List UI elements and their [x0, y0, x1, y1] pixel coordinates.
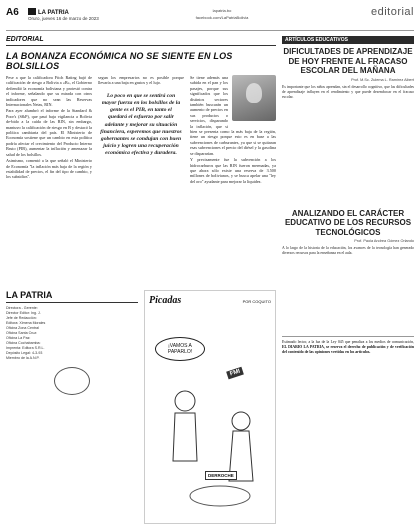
imprint-line: Oficina Zona Central	[6, 326, 39, 330]
section-bar: ARTÍCULOS EDUCATIVOS	[282, 36, 414, 44]
page-number: A6	[6, 7, 19, 18]
speech-bubble: ¡VAMOS A PAPARLO!	[155, 337, 205, 361]
notice-text: Estimado lector, a la luz de la Ley 045 que penaliza a los medios de comunicación,	[282, 340, 414, 344]
paragraph: Es importante que los niños aprendan, sin el desarrollo cognitivo, que las dificultades de aprendizaje influyen en el rendimiento y que puede desembocar en el fracaso escolar.	[282, 84, 414, 99]
imprint-lines	[6, 306, 138, 361]
editorial-title: LA BONANZA ECONÓMICA NO SE SIENTE EN LOS BOLSILLOS	[6, 51, 233, 71]
imprint-line: Editora: Ximena Morales	[6, 321, 46, 325]
article-byline: Prof. M.Sc. Zulema L. Ramírez Albert	[351, 77, 414, 82]
article-byline: Prof. Paola Andrea Gómez Orlando	[354, 239, 414, 243]
imprint-line: Director Editor: Ing. J.	[6, 311, 41, 315]
imprint-line: Jefe de Redacción:	[6, 316, 37, 320]
editorial-article	[6, 36, 276, 282]
article-body	[282, 85, 414, 197]
imprint-line: Imprenta: Editora S.R.L.	[6, 346, 45, 350]
article-body	[282, 246, 414, 332]
paper-name: LA PATRIA	[38, 10, 69, 16]
imprint-line: Oficina Cochabamba:	[6, 341, 41, 345]
paragraph: Pese a que la calificadora Fitch Rating bajó de calificación de riesgo a Bolivia a «B», el Gobierno defiendió la economía boliviana y protestó contra el informe, señalando que su mirada con otros indicadores que no sean las Reservas Internacionales Netas, RIN.	[6, 75, 92, 108]
notice-bold: EL DIARIO LA PATRIA, se reserva el derecho de publicación y de verificación del contenido de las opiniones vertidas en los artículos.	[282, 345, 414, 354]
page-header	[6, 4, 414, 30]
fmi-label: FMI	[226, 367, 244, 380]
imprint-line: Directora - Gerente:	[6, 306, 38, 310]
editorial-columns	[6, 75, 276, 185]
cartoon-byline: POR COQUITO	[242, 299, 271, 304]
header-divider	[6, 30, 414, 31]
logo-icon	[28, 8, 36, 15]
paragraph: A lo largo de la historia de la educación, los avances de la tecnología han generado diversos recursos para la enseñanza en el aula.	[282, 246, 414, 255]
association-logo	[54, 367, 90, 395]
website-link[interactable]: lapatria.bo	[212, 8, 232, 13]
derroche-label: DERROCHE	[205, 471, 237, 480]
imprint-line: Depósito Legal: 4-3-93	[6, 351, 43, 355]
imprint-box	[6, 290, 138, 524]
paragraph: Asimismo, comentó a la que señaló el Ministerio de Economía "la inflación más baja de la región y estabilidad de precios, el fin del tipo de cambio, y los subsidios".	[6, 158, 92, 180]
right-column	[282, 36, 414, 524]
web-links	[182, 8, 262, 20]
imprint-logo: LA PATRIA	[6, 290, 138, 303]
paragraph: segun los empresarios no es posible porque llevaría a una baja en gastos y el lujo.	[98, 75, 184, 86]
paragraph: Y precisamente fue la subvención a los hidrocarburos que las RIN fueron mermadas, ya que ahora sólo existe una reserva de 3.500 millones de bolivianos, y se busca apelar una "ley del oro" ayudante para mejorar la liquidez.	[190, 157, 276, 184]
cartoon-drawing	[145, 291, 275, 523]
author-photo	[232, 75, 276, 121]
cartoon-title: Picadas	[149, 295, 182, 306]
paragraph: Se tiene además una subida en el pan y los pasajes, porque sus significados que los distintos sectores también buscarán un aumento de precios en sus productos o servicios, disparando la inflación, que si bien se presenta como la más baja de la región, tiene un riesgo porque esto es en base a las subvenciones de carburantes, ya que si se quitaran esas subvenciones el precio del diésel y la gasolina se dispararían.	[190, 75, 276, 156]
legal-notice	[282, 336, 414, 355]
editorial-cartoon	[144, 290, 276, 524]
article-title: ANALIZANDO EL CARÁCTER EDUCATIVO DE LOS RECURSOS TECNOLÓGICOS	[284, 208, 412, 237]
editorial-column-2	[98, 75, 184, 185]
facebook-link[interactable]: facebook.com/LaPatriaBolivia	[195, 15, 249, 20]
imprint-line: Oficina La Paz:	[6, 336, 31, 340]
imprint-line: Oficina Santa Cruz:	[6, 331, 38, 335]
paragraph: Para ayer alumbró el informe de la Standard & Poor's (S&P), que pasó baja vigilancia a Bolivia de-bido a la caída de las RIN, sin embargo, mantuvo la calificación de riesgo en B y destacó la política cambiaria del país. El Ministerio de Economía sostiene que un cambio en esta política podría afectar el crecimiento del Producto Interno Bruto (PIB), aumentar la inflación y amenazar la salud de los bolsillos.	[6, 108, 92, 157]
dateline: Oruro, jueves 16 de marzo de 2023	[28, 16, 99, 21]
editorial-column-1	[6, 75, 92, 185]
section-title: editorial	[370, 6, 414, 18]
pull-quote: Lo poco en que se sentirá con mayor fuerza en los bolsillos de la gente es el PIB, en tanto el quedará el esfuerzo por salir adelante y mejorar su situación financiera, esperemos que nuestros gobernantes se condujan con buen juicio y logren una recuperación económica efectiva y duradera.	[100, 92, 182, 157]
paper-logo	[28, 8, 69, 16]
imprint-line: Miembro de la A.N.P.	[6, 356, 40, 360]
editorial-tag: EDITORIAL	[6, 36, 276, 46]
article-title: DIFICULTADES DE APRENDIZAJE DE HOY FRENTE AL FRACASO ESCOLAR DEL MAÑANA	[283, 47, 413, 75]
editorial-column-3	[190, 75, 276, 185]
